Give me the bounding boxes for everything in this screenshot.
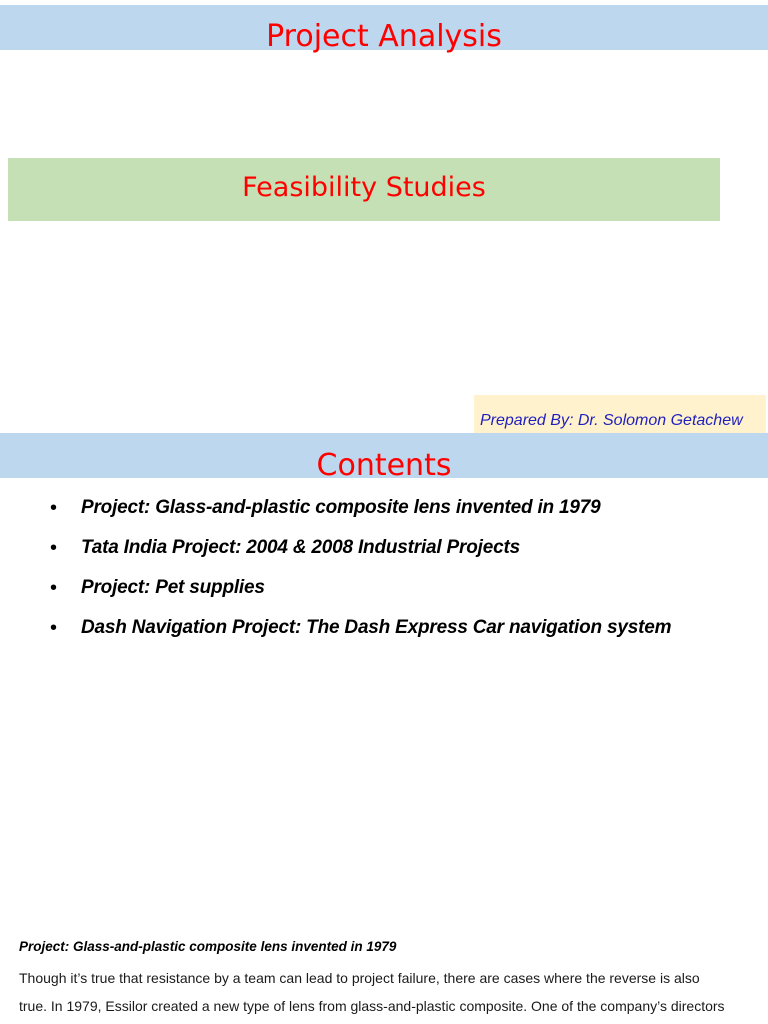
contents-heading: Contents [316, 448, 452, 483]
list-item-label: Project: Pet supplies [81, 577, 265, 598]
body-line: Though it’s true that resistance by a team can lead to project failure, there are cases where the reverse is also [19, 970, 700, 986]
bullet-icon: • [50, 577, 58, 599]
page-title: Project Analysis [266, 19, 502, 54]
list-item-label: Project: Glass-and-plastic composite lens invented in 1979 [81, 497, 601, 518]
section-body [19, 964, 759, 1020]
bullet-icon: • [50, 537, 58, 559]
bullet-icon: • [50, 497, 58, 519]
subtitle-box [8, 158, 720, 221]
section-heading: Project: Glass-and-plastic composite lens invented in 1979 [19, 939, 397, 954]
subtitle-text: Feasibility Studies [242, 172, 486, 203]
author-box [474, 395, 766, 435]
list-item-label: Dash Navigation Project: The Dash Express Car navigation system [81, 617, 672, 638]
author-credit: Prepared By: Dr. Solomon Getachew [480, 412, 743, 429]
body-line: true. In 1979, Essilor created a new type of lens from glass-and-plastic composite. One of the company’s directors [19, 998, 725, 1014]
list-item-label: Tata India Project: 2004 & 2008 Industrial Projects [81, 537, 520, 558]
bullet-icon: • [50, 617, 58, 639]
